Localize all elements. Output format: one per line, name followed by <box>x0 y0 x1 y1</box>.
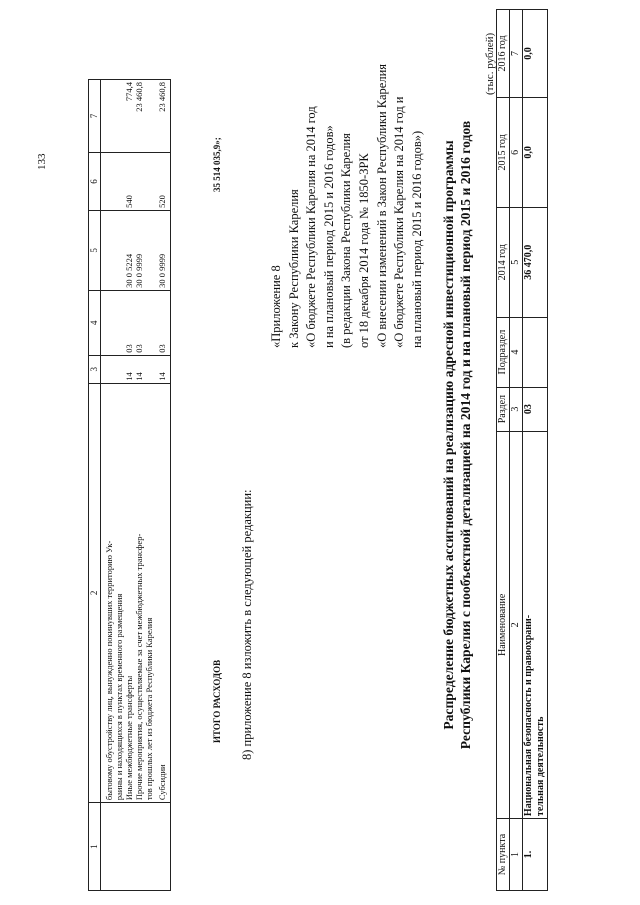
row-name: Прочие мероприятия, осуществляемые за счет межбюджетных трансфер- тов прошлых лет из бюджета Республики Карелия <box>134 383 154 802</box>
page-number: 133 <box>36 153 48 170</box>
table-row <box>134 80 154 891</box>
column-number: 2 <box>89 383 101 802</box>
row-razdel: 14 <box>134 355 154 383</box>
row-name: Иные межбюджетные трансферты <box>124 383 134 802</box>
expenditure-table-continuation <box>88 79 171 891</box>
appendix-line: на плановый период 2015 и 2016 годов») <box>409 130 424 348</box>
table-row <box>104 80 124 891</box>
appendix-line: (в редакции Закона Республики Карелия <box>339 133 354 348</box>
column-number: 4 <box>89 290 101 355</box>
row-expense-type: 540 <box>124 152 134 210</box>
instruction-text: 8) приложение 8 изложить в следующей редакции: <box>240 489 254 760</box>
row-podrazdel: 03 <box>124 290 134 355</box>
row-podrazdel: 03 <box>157 290 167 355</box>
row-sum: 774,4 <box>124 80 134 153</box>
units-label: (тыс. рублей) <box>484 32 496 95</box>
table-header-row <box>497 10 510 891</box>
appendix-line: «О бюджете Республики Карелия на 2014 год <box>304 106 319 348</box>
total-value: 35 514 035,9»; <box>212 137 222 192</box>
appendix-line: к Закону Республики Карелия <box>286 189 301 348</box>
column-number: 4 <box>510 317 523 387</box>
row-podrazdel: 03 <box>134 290 154 355</box>
row-2014: 36 470,0 <box>523 207 548 317</box>
column-number: 1 <box>510 819 523 891</box>
appendix-line: «О бюджете Республики Карелия на 2014 год и <box>392 96 407 348</box>
column-number-row <box>510 10 523 891</box>
total-label: ИТОГО РАСХОДОВ <box>212 659 222 743</box>
row-name: Национальная безопасность и правоохрани- тельная деятельность <box>523 431 548 818</box>
row-2015: 0,0 <box>523 97 548 207</box>
row-expense-type <box>134 152 154 210</box>
row-razdel: 03 <box>523 387 548 431</box>
row-razdel: 14 <box>157 355 167 383</box>
column-number: 2 <box>510 431 523 818</box>
column-number: 3 <box>89 355 101 383</box>
appendix-line: «Приложение 8 <box>269 265 283 348</box>
row-target-article: 30 0 5224 <box>124 210 134 290</box>
row-target-article: 30 0 9999 <box>134 210 154 290</box>
heading-line: Республики Карелия с пообъектной детализацией на 2014 год и на плановый период 2015 и 2016 годов <box>458 120 473 750</box>
row-2016: 0,0 <box>523 10 548 98</box>
row-expense-type: 520 <box>157 152 167 210</box>
row-sum: 23 460,8 <box>134 80 154 153</box>
appendix-header <box>268 3 426 348</box>
header-cell: Раздел <box>497 387 510 431</box>
row-name: бытовому обустройству лиц, вынужденно покинувших территорию Ук- раины и находящихся в пунктах временного размещения <box>104 383 124 802</box>
row-podrazdel <box>523 317 548 387</box>
row-name: Субсидии <box>157 383 167 802</box>
header-cell: Подраздел <box>497 317 510 387</box>
appendix-line: от 18 декабря 2014 года № 1850-ЗРК <box>356 153 371 348</box>
row-target-article: 30 0 9999 <box>157 210 167 290</box>
row-razdel: 14 <box>124 355 134 383</box>
table-row <box>157 80 167 891</box>
column-number: 7 <box>89 80 101 153</box>
column-number: 6 <box>89 152 101 210</box>
appendix-line: и на плановый период 2015 и 2016 годов» <box>321 125 336 348</box>
table-header-row <box>89 80 101 891</box>
table-row <box>523 10 548 891</box>
heading-line: Распределение бюджетных ассигнований на реализацию адресной инвестиционной программы <box>441 140 456 730</box>
column-number: 1 <box>89 803 101 891</box>
appendix-line: «О внесении изменений в Закон Республики Карелия <box>374 63 389 348</box>
column-number: 6 <box>510 97 523 207</box>
header-cell: 2014 год <box>497 207 510 317</box>
column-number: 5 <box>510 207 523 317</box>
document-heading <box>440 0 474 875</box>
row-sum: 23 460,8 <box>157 80 167 153</box>
column-number: 7 <box>510 10 523 98</box>
table-row <box>124 80 134 891</box>
column-number: 5 <box>89 210 101 290</box>
column-number: 3 <box>510 387 523 431</box>
header-cell: № пункта <box>497 819 510 891</box>
investment-program-table <box>496 9 548 891</box>
header-cell: 2016 год <box>497 10 510 98</box>
header-cell: Наименование <box>497 431 510 818</box>
row-number: 1. <box>523 819 548 891</box>
header-cell: 2015 год <box>497 97 510 207</box>
